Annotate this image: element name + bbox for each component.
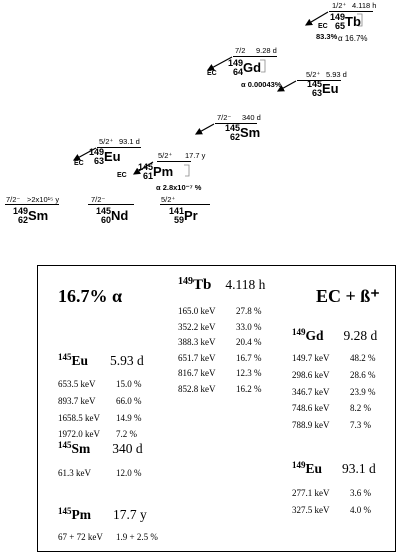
gamma-energy: 165.0 keV (178, 306, 216, 316)
gamma-energy: 788.9 keV (292, 420, 330, 431)
gamma-energy: 388.3 keV (178, 337, 216, 347)
nuclide-eu145: 145 63 Eu (306, 79, 339, 98)
gamma-intensity: 23.9 % (350, 386, 376, 397)
gamma-intensity: 15.0 % (116, 379, 142, 389)
gamma-energy: 352.2 keV (178, 321, 216, 332)
gamma-intensity: 12.0 % (116, 468, 142, 478)
spin-sm145: 7/2⁻ (217, 113, 232, 122)
halflife-tb149: 4.118 h (352, 1, 377, 10)
gamma-intensity: 4.0 % (350, 504, 371, 515)
ec-arrow-sm145 (196, 124, 214, 134)
level-nd145 (88, 204, 134, 205)
nuclide-nd145: 145 60 Nd (95, 206, 129, 225)
nuclide-sm145: 145 62 Sm (224, 123, 261, 142)
spin-sm149: 7/2⁻ (6, 195, 21, 204)
gamma-intensity: 48.2 % (350, 353, 376, 363)
nuclide-pr141: 141 59 Pr (168, 206, 198, 225)
gamma-intensity: 28.6 % (350, 369, 376, 380)
gamma-energy: 149.7 keV (292, 353, 330, 363)
gamma-energy: 61.3 keV (58, 468, 91, 478)
eu149-header: $^{149}$Eu 93.1 d (292, 460, 376, 476)
level-pr141 (160, 204, 210, 205)
gamma-energy: 852.8 keV (178, 383, 216, 394)
gamma-intensity: 7.2 % (116, 429, 137, 440)
gamma-energy: 816.7 keV (178, 368, 216, 378)
gamma-intensity: 16.7 % (236, 352, 262, 363)
gamma-intensity: 12.3 % (236, 368, 262, 378)
level-sm149 (5, 204, 59, 205)
gamma-energy: 748.6 keV (292, 403, 330, 414)
alpha-mode-label: 16.7% α (58, 286, 123, 306)
level-gd149 (233, 56, 277, 57)
gamma-intensity: 14.9 % (116, 412, 142, 423)
gamma-energy: 1972.0 keV (58, 429, 100, 440)
gamma-energy: 277.1 keV (292, 488, 330, 498)
gamma-intensity: 1.9 + 2.5 % (116, 532, 158, 542)
spin-eu149: 5/2⁺ (99, 137, 114, 146)
alpha-branch-tb149: α 16.7% (338, 34, 368, 43)
ec-label-gd149: EC (207, 70, 217, 77)
gamma-intensity: 8.2 % (350, 403, 371, 414)
eu145-halflife: 5.93 d (110, 353, 144, 368)
halflife-gd149: 9.28 d (256, 46, 277, 55)
gamma-intensity: 3.6 % (350, 488, 371, 498)
ec-label-tb149: EC (318, 23, 328, 30)
ec-mode-label: EC + ß⁺ (316, 286, 380, 306)
spin-eu145: 5/2⁺ (306, 70, 321, 79)
gamma-intensity: 7.3 % (350, 420, 371, 431)
halflife-pm145: 17.7 y (185, 151, 206, 160)
gamma-energy: 893.7 keV (58, 395, 96, 406)
gamma-energy: 298.6 keV (292, 369, 330, 380)
gamma-intensity: 27.8 % (236, 306, 262, 316)
spin-gd149: 7/2 (235, 46, 246, 55)
alpha-branch-gd149: α 0.00043% (241, 80, 282, 89)
gamma-energy: 346.7 keV (292, 386, 330, 397)
gamma-intensity: 66.0 % (116, 395, 142, 406)
gamma-energy: 67 + 72 keV (58, 532, 103, 542)
spin-tb149: 1/2⁺ (332, 1, 347, 10)
pm145-header: $^{145}$Pm 17.7 y (58, 506, 147, 522)
gamma-intensity: 16.2 % (236, 383, 262, 394)
spin-pm145: 5/2⁺ (158, 151, 173, 160)
halflife-sm149: >2x10¹⁵ y (27, 195, 60, 204)
level-pm145 (157, 161, 191, 162)
gamma-energy: 1658.5 keV (58, 412, 100, 423)
halflife-eu149: 93.1 d (119, 137, 140, 146)
alpha-hook-pm (184, 165, 189, 176)
spin-nd145: 7/2⁻ (91, 195, 106, 204)
eu149-halflife: 93.1 d (342, 461, 376, 476)
halflife-sm145: 340 d (242, 113, 261, 122)
gamma-energy: 651.7 keV (178, 352, 216, 363)
nuclide-pm145: 145 61 Pm (137, 162, 174, 181)
nuclide-gd149: 149 64 Gd (227, 58, 262, 77)
gd149-halflife: 9.28 d (343, 328, 378, 343)
nuclide-sm149: 149 62 Sm (12, 206, 49, 225)
gamma-energy: 327.5 keV (292, 504, 330, 515)
parent-header: $^{149}$Tb 4.118 h (178, 276, 266, 293)
gd149-header: $^{149}$Gd 9.28 d (292, 327, 378, 343)
sm145-header: $^{145}$Sm 340 d (58, 440, 143, 456)
gamma-energy: 653.5 keV (58, 379, 96, 389)
ec-label-pm145: EC (117, 172, 127, 179)
eu145-header: $^{145}$Eu 5.93 d (58, 352, 144, 368)
alpha-branch-pm145: α 2.8x10⁻⁷ % (156, 183, 202, 192)
ec-label-eu149: EC (74, 160, 84, 167)
nuclide-tb149: 149 65 Tb (329, 12, 361, 31)
sm145-halflife: 340 d (112, 441, 143, 456)
gamma-intensity: 20.4 % (236, 337, 262, 347)
parent-halflife: 4.118 h (225, 277, 266, 292)
spin-pr141: 5/2⁺ (161, 195, 176, 204)
pm145-halflife: 17.7 y (113, 507, 147, 522)
halflife-eu145: 5.93 d (326, 70, 347, 79)
ec-branch-tb149: 83.3% (316, 32, 338, 41)
gamma-intensity: 33.0 % (236, 321, 262, 332)
nuclide-eu149: 149 63 Eu (88, 147, 121, 166)
